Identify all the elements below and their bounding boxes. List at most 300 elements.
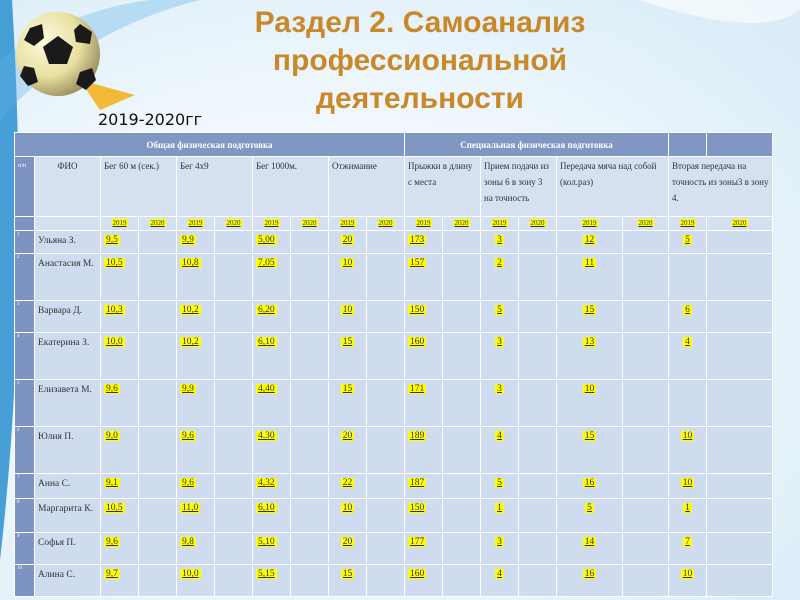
student-name-cell-value: Ульяна З. [38,236,76,246]
run4x9-2019-cell [177,474,215,499]
year-label: 2020 [302,219,317,227]
row-number-cell-value: 6 [17,428,20,433]
run60-2019-cell [101,301,139,333]
group-header-row [15,133,773,157]
pushups-2019-cell [329,301,367,333]
student-name-cell [35,427,101,474]
run1000-2020-cell [291,231,329,254]
longjump-2020-cell [443,427,481,474]
run4x9-2020-cell [215,254,253,301]
second-pass-2020-cell [707,301,773,333]
passes-2019-cell-value: 12 [584,235,595,245]
table-row [15,254,773,301]
second-pass-2019-cell [669,427,707,474]
pushups-2020-cell [367,333,405,380]
longjump-2019-cell [405,231,443,254]
pushups-2019-cell [329,565,367,597]
row-number-cell [15,533,35,565]
student-name-cell [35,301,101,333]
longjump-2020-cell [443,333,481,380]
run1000-2020-cell [291,533,329,565]
run60-2019-cell-value: 9,6 [106,384,118,394]
student-name-cell-value: Анна С. [38,479,71,489]
longjump-2019-cell-value: 157 [410,258,425,268]
col-header-serve: Прием подачи из зоны 6 в зону 3 на точность [481,157,557,217]
run60-2019-cell [101,499,139,533]
run60-2019-cell-value: 9,5 [106,235,118,245]
pushups-2019-cell [329,533,367,565]
longjump-2019-cell [405,427,443,474]
student-name-cell-value: Екатерина З. [38,338,90,348]
run1000-2019-cell-value: 4,32 [258,478,275,488]
student-name-cell [35,474,101,499]
col-header-longjump: Прыжки в длину с места [405,157,481,217]
second-pass-2020-cell [707,427,773,474]
pushups-2019-cell-value: 10 [342,258,353,268]
student-name-cell-value: Алина С. [38,570,76,580]
year-label: 2019 [680,219,695,227]
longjump-2020-cell [443,499,481,533]
passes-2019-cell [557,301,623,333]
run4x9-2019-cell-value: 11,0 [182,503,199,513]
run1000-2020-cell [291,499,329,533]
second-pass-2019-cell [669,301,707,333]
passes-2019-cell [557,380,623,427]
student-name-cell [35,533,101,565]
pushups-2020-cell [367,301,405,333]
run60-2020-cell [139,533,177,565]
row-number-cell-value: 1 [17,232,20,237]
year-label: 2020 [638,219,653,227]
run4x9-2019-cell-value: 9,9 [182,235,194,245]
group-header-blank-2 [707,133,773,157]
row-number-cell [15,427,35,474]
passes-2019-cell-value: 16 [584,478,595,488]
row-number-cell-value: 2 [17,255,20,260]
longjump-2019-cell [405,474,443,499]
run60-2020-cell [139,301,177,333]
run1000-2019-cell [253,231,291,254]
table-row [15,301,773,333]
serve-2020-cell [519,231,557,254]
serve-2020-cell [519,533,557,565]
run1000-2019-cell [253,499,291,533]
run1000-2020-cell [291,565,329,597]
row-number-cell-value: 4 [17,334,20,339]
run4x9-2019-cell [177,254,215,301]
run4x9-2019-cell-value: 10,8 [182,258,199,268]
year-label: 2019 [188,219,203,227]
passes-2019-cell-value: 16 [584,569,595,579]
year-cell [139,217,177,231]
longjump-2020-cell [443,474,481,499]
pushups-2019-cell-value: 20 [342,431,353,441]
run60-2020-cell [139,499,177,533]
longjump-2019-cell-value: 187 [410,478,425,488]
run60-2020-cell [139,333,177,380]
run1000-2019-cell-value: 4,40 [258,384,275,394]
student-name-cell [35,565,101,597]
years-label: 2019-2020гг [98,110,203,129]
row-number-cell [15,474,35,499]
pushups-2020-cell [367,474,405,499]
group-header-special: Специальная физическая подготовка [405,133,669,157]
second-pass-2019-cell-value: 5 [685,235,690,245]
longjump-2020-cell [443,254,481,301]
run4x9-2019-cell-value: 9,6 [182,431,194,441]
run60-2020-cell [139,474,177,499]
run60-2019-cell [101,231,139,254]
longjump-2020-cell [443,380,481,427]
pushups-2019-cell-value: 15 [342,337,353,347]
passes-2019-cell [557,231,623,254]
run60-2019-cell-value: 10,3 [106,305,123,315]
col-header-pushups: Отжимание [329,157,405,217]
run60-2019-cell-value: 9,0 [106,431,118,441]
serve-2020-cell [519,499,557,533]
run1000-2019-cell-value: 5,00 [258,235,275,245]
run60-2019-cell [101,333,139,380]
longjump-2019-cell-value: 189 [410,431,425,441]
table-row [15,533,773,565]
table-body [15,133,773,597]
run60-2019-cell [101,380,139,427]
pushups-2019-cell-value: 22 [342,478,353,488]
second-pass-2020-cell [707,474,773,499]
run4x9-2019-cell [177,301,215,333]
row-number-cell-value: 7 [17,475,20,480]
results-table [14,132,773,597]
longjump-2019-cell [405,380,443,427]
row-number-cell [15,565,35,597]
longjump-2019-cell-value: 160 [410,569,425,579]
table-row [15,499,773,533]
second-pass-2020-cell [707,333,773,380]
year-row-blank [15,217,35,231]
run1000-2019-cell-value: 5,15 [258,569,275,579]
run4x9-2020-cell [215,231,253,254]
row-number-cell [15,380,35,427]
passes-2020-cell [623,333,669,380]
longjump-2019-cell-value: 177 [410,537,425,547]
run1000-2020-cell [291,333,329,380]
pushups-2019-cell [329,333,367,380]
run1000-2020-cell [291,301,329,333]
run4x9-2019-cell-value: 10,0 [182,569,199,579]
passes-2019-cell [557,533,623,565]
passes-2019-cell-value: 13 [584,337,595,347]
second-pass-2019-cell-value: 7 [685,537,690,547]
passes-2019-cell-value: 10 [584,384,595,394]
run1000-2020-cell [291,427,329,474]
table-row [15,380,773,427]
serve-2020-cell [519,333,557,380]
run1000-2019-cell [253,533,291,565]
passes-2020-cell [623,254,669,301]
run4x9-2020-cell [215,427,253,474]
student-name-cell-value: Варвара Д. [38,306,83,316]
row-number-cell [15,231,35,254]
year-cell [623,217,669,231]
second-pass-2019-cell [669,474,707,499]
row-number-cell [15,333,35,380]
second-pass-2019-cell [669,380,707,427]
run60-2019-cell [101,565,139,597]
row-number-cell [15,301,35,333]
title-line-1: Раздел 2. Самоанализ [254,6,586,39]
student-name-cell-value: Анастасия М. [38,259,94,269]
run60-2019-cell-value: 10,0 [106,337,123,347]
student-name-cell [35,254,101,301]
run1000-2019-cell-value: 4.30 [258,431,275,441]
second-pass-2019-cell-value: 6 [685,305,690,315]
pushups-2019-cell [329,231,367,254]
passes-2019-cell [557,427,623,474]
run4x9-2019-cell [177,565,215,597]
run60-2019-cell-value: 9,6 [106,537,118,547]
passes-2019-cell [557,499,623,533]
pushups-2020-cell [367,499,405,533]
row-number-cell-value: 3 [17,302,20,307]
table-row [15,565,773,597]
row-number-cell [15,499,35,533]
run1000-2019-cell [253,254,291,301]
pushups-2019-cell-value: 10 [342,305,353,315]
column-header-row [15,157,773,217]
student-name-cell [35,380,101,427]
longjump-2019-cell [405,499,443,533]
year-label: 2019 [264,219,279,227]
year-cell [101,217,139,231]
serve-2020-cell [519,474,557,499]
second-pass-2019-cell [669,565,707,597]
slide-title [230,4,610,118]
col-header-run4x9: Бег 4х9 [177,157,253,217]
year-label: 2020 [150,219,165,227]
run60-2019-cell-value: 10,5 [106,503,123,513]
run4x9-2019-cell-value: 10,2 [182,305,199,315]
run4x9-2019-cell-value: 10,2 [182,337,199,347]
second-pass-2019-cell [669,499,707,533]
second-pass-2020-cell [707,254,773,301]
pushups-2020-cell [367,380,405,427]
serve-2019-cell-value: 3 [497,235,502,245]
longjump-2019-cell-value: 150 [410,503,425,513]
serve-2019-cell [481,254,519,301]
run4x9-2019-cell-value: 9,6 [182,478,194,488]
title-line-2: профессиональной [272,44,568,77]
passes-2019-cell-value: 15 [584,431,595,441]
longjump-2019-cell-value: 150 [410,305,425,315]
longjump-2019-cell [405,254,443,301]
run60-2019-cell-value: 9,1 [106,478,118,488]
group-header-blank [669,133,707,157]
year-cell [669,217,707,231]
year-cell [405,217,443,231]
run60-2019-cell [101,427,139,474]
run4x9-2020-cell [215,499,253,533]
run4x9-2019-cell [177,380,215,427]
longjump-2019-cell [405,533,443,565]
passes-2020-cell [623,499,669,533]
pushups-2019-cell [329,474,367,499]
col-header-number: п/п [15,157,35,217]
run4x9-2019-cell [177,533,215,565]
row-number-cell-value: 9 [17,534,20,539]
year-cell [329,217,367,231]
col-header-run60: Бег 60 м (сек.) [101,157,177,217]
year-cell [215,217,253,231]
run4x9-2020-cell [215,333,253,380]
col-header-second-pass: Вторая передача на точность из зоны3 в зону 4. [669,157,773,217]
run4x9-2019-cell [177,427,215,474]
serve-2019-cell [481,533,519,565]
passes-2019-cell-value: 14 [584,537,595,547]
year-label: 2020 [226,219,241,227]
title-line-3: деятельности [316,82,524,115]
passes-2020-cell [623,231,669,254]
run1000-2019-cell-value: 6,10 [258,503,275,513]
pushups-2019-cell [329,499,367,533]
run1000-2019-cell [253,474,291,499]
run60-2019-cell [101,474,139,499]
run60-2020-cell [139,427,177,474]
pushups-2020-cell [367,231,405,254]
run1000-2019-cell [253,427,291,474]
year-label: 2020 [378,219,393,227]
year-row-name-blank [35,217,101,231]
passes-2019-cell-value: 15 [584,305,595,315]
serve-2019-cell [481,474,519,499]
serve-2019-cell [481,427,519,474]
table-row [15,474,773,499]
run1000-2020-cell [291,474,329,499]
table-row [15,231,773,254]
run60-2020-cell [139,380,177,427]
pushups-2019-cell-value: 20 [342,235,353,245]
longjump-2019-cell [405,333,443,380]
pushups-2020-cell [367,533,405,565]
pushups-2019-cell-value: 10 [342,503,353,513]
pushups-2019-cell-value: 15 [342,384,353,394]
serve-2020-cell [519,254,557,301]
run4x9-2020-cell [215,474,253,499]
year-cell [291,217,329,231]
row-number-cell [15,254,35,301]
year-label: 2019 [112,219,127,227]
second-pass-2019-cell-value: 10 [682,569,693,579]
run60-2019-cell-value: 9,7 [106,569,118,579]
serve-2019-cell-value: 3 [497,337,502,347]
serve-2020-cell [519,380,557,427]
run60-2020-cell [139,254,177,301]
run4x9-2019-cell-value: 9,8 [182,537,194,547]
year-cell [253,217,291,231]
passes-2019-cell-value: 11 [584,258,595,268]
run4x9-2020-cell [215,565,253,597]
year-label: 2019 [340,219,355,227]
student-name-cell [35,499,101,533]
row-number-cell-value: 10 [17,566,22,571]
run60-2020-cell [139,565,177,597]
run1000-2019-cell-value: 6,10 [258,337,275,347]
volleyball-icon [10,6,110,106]
run1000-2019-cell [253,333,291,380]
col-header-passes: Передача мяча над собой (кол.раз) [557,157,669,217]
longjump-2020-cell [443,231,481,254]
passes-2019-cell [557,254,623,301]
serve-2019-cell [481,333,519,380]
second-pass-2019-cell-value: 10 [682,431,693,441]
run4x9-2020-cell [215,301,253,333]
passes-2020-cell [623,427,669,474]
table-row [15,427,773,474]
second-pass-2019-cell [669,254,707,301]
serve-2019-cell [481,499,519,533]
year-cell [557,217,623,231]
pushups-2019-cell [329,380,367,427]
second-pass-2020-cell [707,565,773,597]
passes-2020-cell [623,565,669,597]
run1000-2020-cell [291,380,329,427]
passes-2019-cell [557,474,623,499]
longjump-2019-cell-value: 173 [410,235,425,245]
year-cell [519,217,557,231]
student-name-cell-value: Софья П. [38,538,76,548]
run1000-2019-cell [253,565,291,597]
serve-2019-cell-value: 3 [497,384,502,394]
col-header-name: ФИО [35,157,101,217]
second-pass-2019-cell [669,231,707,254]
student-name-cell-value: Елизавета М. [38,385,92,395]
longjump-2020-cell [443,301,481,333]
year-label: 2019 [582,219,597,227]
longjump-2019-cell [405,565,443,597]
serve-2020-cell [519,301,557,333]
run60-2019-cell-value: 10,5 [106,258,123,268]
second-pass-2020-cell [707,380,773,427]
run4x9-2020-cell [215,380,253,427]
serve-2019-cell-value: 4 [497,569,502,579]
passes-2020-cell [623,474,669,499]
serve-2019-cell-value: 2 [497,258,502,268]
pushups-2020-cell [367,427,405,474]
student-name-cell [35,231,101,254]
pushups-2019-cell-value: 20 [342,537,353,547]
row-number-cell-value: 5 [17,381,20,386]
second-pass-2019-cell [669,333,707,380]
year-cell [177,217,215,231]
run1000-2019-cell-value: 5,10 [258,537,275,547]
longjump-2019-cell-value: 160 [410,337,425,347]
serve-2019-cell [481,231,519,254]
serve-2019-cell-value: 5 [497,478,502,488]
serve-2019-cell-value: 3 [497,537,502,547]
student-name-cell-value: Юлия П. [38,432,74,442]
year-cell [481,217,519,231]
student-name-cell-value: Маргарита К. [38,504,93,514]
longjump-2019-cell-value: 171 [410,384,425,394]
student-name-cell [35,333,101,380]
year-label: 2020 [530,219,545,227]
run4x9-2019-cell [177,333,215,380]
group-header-general: Общая физическая подготовка [15,133,405,157]
serve-2020-cell [519,427,557,474]
run1000-2019-cell-value: 7,05 [258,258,275,268]
longjump-2020-cell [443,565,481,597]
run4x9-2019-cell-value: 9,9 [182,384,194,394]
serve-2019-cell [481,301,519,333]
